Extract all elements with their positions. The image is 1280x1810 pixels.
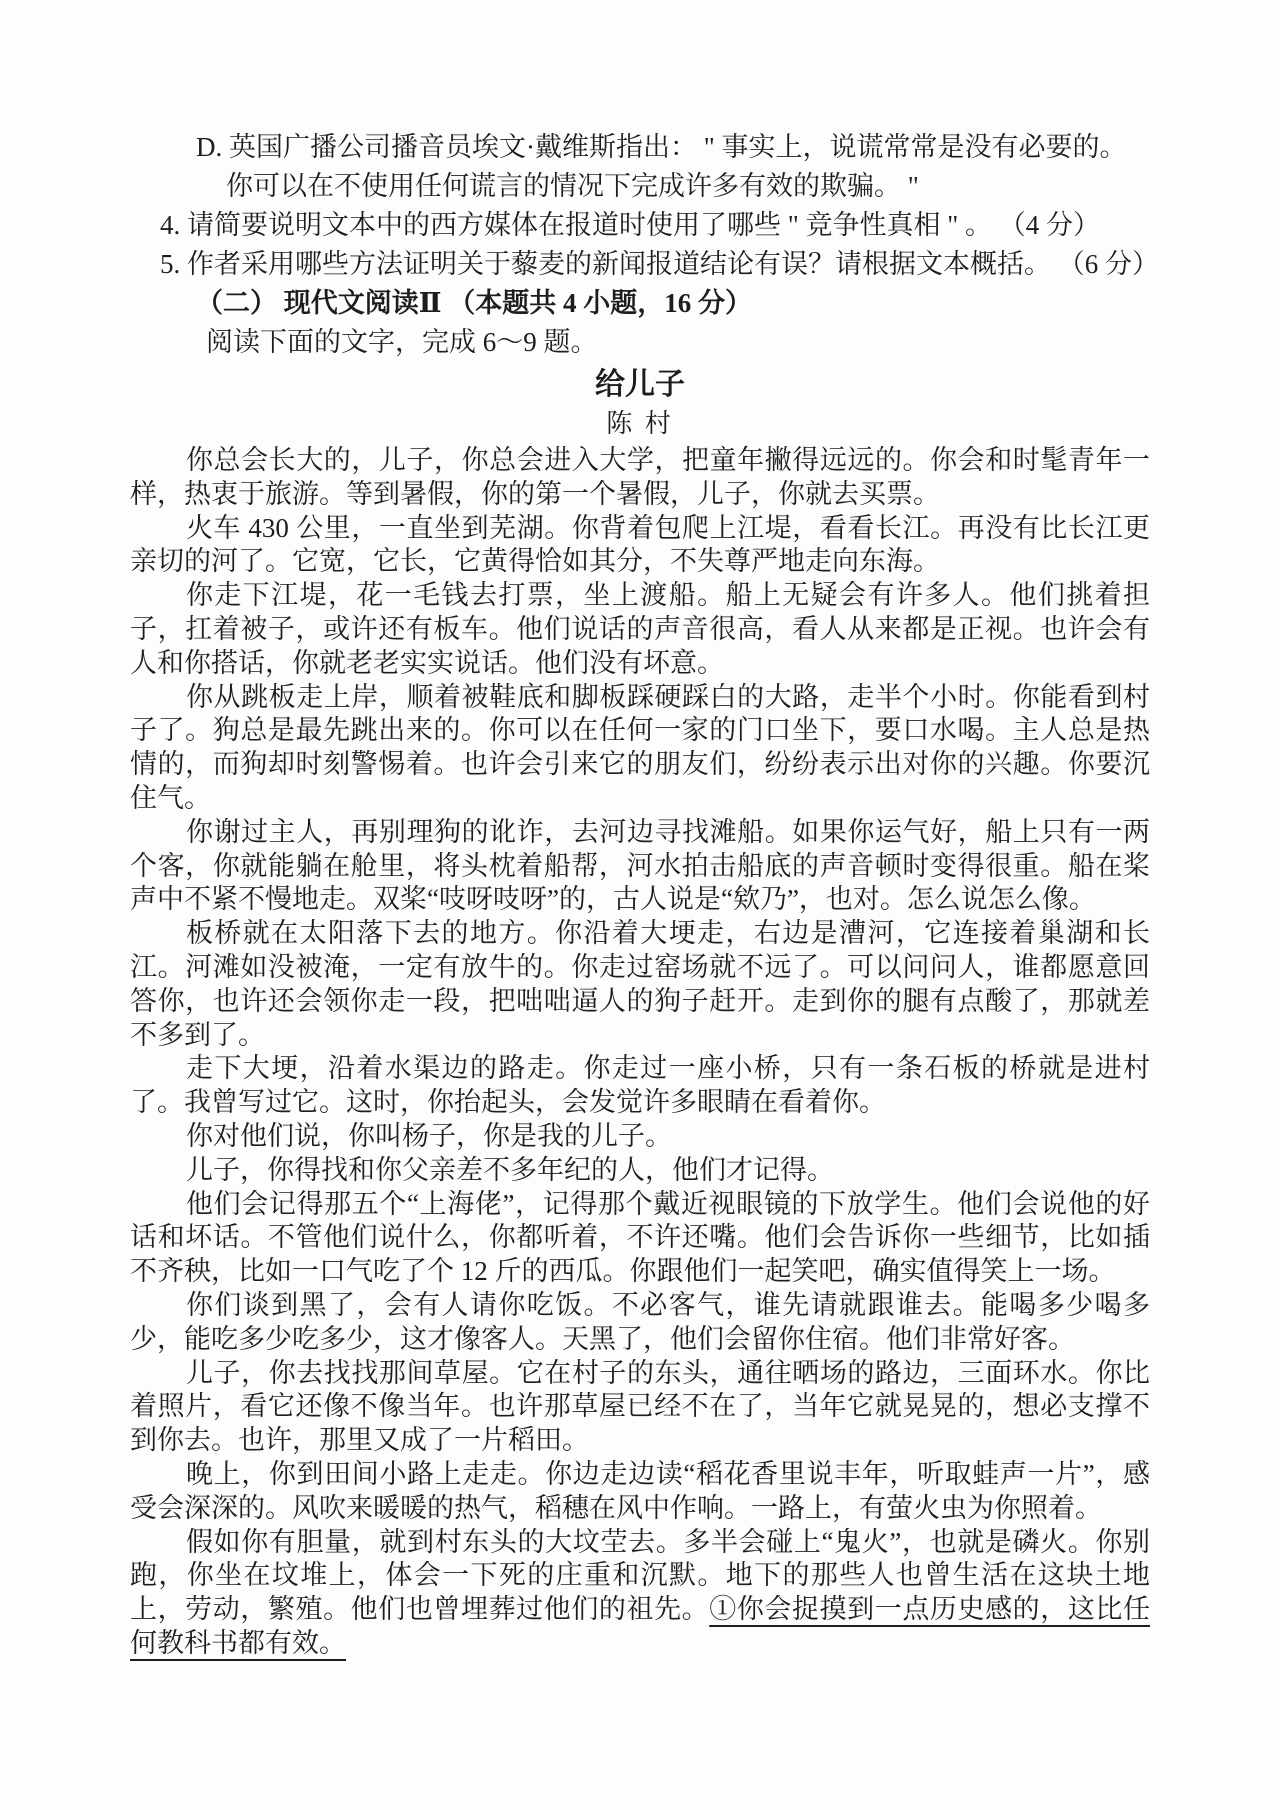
essay-paragraph: 板桥就在太阳落下去的地方。你沿着大埂走，右边是漕河，它连接着巢湖和长江。河滩如没被淹，一定有放牛的。你走过窑场就不远了。可以问问人，谁都愿意回答你，也许还会领你走一段，把咄咄逼人的狗子赶开。走到你的腿有点酸了，那就差不多到了。 (130, 918, 1150, 1050)
essay-paragraph: 你对他们说，你叫杨子，你是我的儿子。 (186, 1120, 672, 1151)
question-5: 5. 作者采用哪些方法证明关于藜麦的新闻报道结论有误？请根据文本概括。 （6 分） (160, 249, 1159, 279)
essay-title: 给儿子 (595, 368, 685, 401)
option-d-line2: 你可以在不使用任何谎言的情况下完成许多有效的欺骗。 " (226, 171, 919, 201)
essay-paragraph: 你们谈到黑了，会有人请你吃饭。不必客气，谁先请就跟谁去。能喝多少喝多少，能吃多少吃多少，这才像客人。天黑了，他们会留你住宿。他们非常好客。 (130, 1289, 1150, 1354)
option-d-line1: D. 英国广播公司播音员埃文·戴维斯指出： " 事实上，说谎常常是没有必要的。 (196, 132, 1127, 162)
essay-paragraph: 火车 430 公里，一直坐到芜湖。你背着包爬上江堤，看看长江。再没有比长江更亲切的河了。它宽，它长，它黄得恰如其分，不失尊严地走向东海。 (130, 512, 1150, 577)
essay-paragraph: 你走下江堤，花一毛钱去打票，坐上渡船。船上无疑会有许多人。他们挑着担子，扛着被子，或许还有板车。他们说话的声音很高，看人从来都是正视。也许会有人和你搭话，你就老老实实说话。他们没有坏意。 (130, 580, 1150, 678)
essay-paragraph: 他们会记得那五个“上海佬”，记得那个戴近视眼镜的下放学生。他们会说他的好话和坏话。不管他们说什么，你都听着，不许还嘴。他们会告诉你一些细节，比如插不齐秧，比如一口气吃了个 12 斤的西瓜。你跟他们一起笑吧，确实值得笑上一场。 (130, 1188, 1150, 1287)
essay-paragraph: 你谢过主人，再别理狗的讹诈，去河边寻找滩船。如果你运气好，船上只有一两个客，你就能躺在舱里，将头枕着船帮，河水拍击船底的声音顿时变得很重。船在桨声中不紧不慢地走。双桨“吱呀吱呀”的，古人说是“欸乃”，也对。怎么说怎么像。 (130, 816, 1150, 915)
essay-paragraph: 儿子，你去找找那间草屋。它在村子的东头，通往晒场的路边，三面环水。你比着照片，看它还像不像当年。也许那草屋已经不在了，当年它就晃晃的，想必支撑不到你去。也许，那里又成了一片稻田。 (130, 1357, 1150, 1456)
underlined-sentence-1: ①你会捉摸到一点历史感的，这比任何教科书都有效。 (130, 1594, 1150, 1658)
reading-instruction: 阅读下面的文字，完成 6～9 题。 (206, 327, 598, 357)
essay-paragraph: 假如你有胆量，就到村东头的大坟茔去。多半会碰上“鬼火”，也就是磷火。你别跑，你坐在坟堆上，体会一下死的庄重和沉默。地下的那些人也曾生活在这块土地上，劳动，繁殖。他们也曾埋葬过他们的祖先。①你会捉摸到一点历史感的，这比任何教科书都有效。 (130, 1526, 1150, 1658)
section-heading: （二） 现代文阅读Ⅱ （本题共 4 小题，16 分） (196, 288, 753, 318)
essay-paragraph: 你从跳板走上岸，顺着被鞋底和脚板踩硬踩白的大路，走半个小时。你能看到村子了。狗总是最先跳出来的。你可以在任何一家的门口坐下，要口水喝。主人总是热情的，而狗却时刻警惕着。也许会引来它的朋友们，纷纷表示出对你的兴趣。你要沉住气。 (130, 681, 1150, 813)
essay-author: 陈 村 (606, 409, 674, 438)
exam-page (130, 0, 1159, 1661)
essay-paragraph: 走下大埂，沿着水渠边的路走。你走过一座小桥，只有一条石板的桥就是进村了。我曾写过它。这时，你抬起头，会发觉许多眼睛在看着你。 (130, 1053, 1150, 1118)
essay-paragraph: 你总会长大的，儿子，你总会进入大学，把童年撇得远远的。你会和时髦青年一样，热衷于旅游。等到暑假，你的第一个暑假，儿子，你就去买票。 (130, 445, 1150, 509)
essay-paragraph: 晚上，你到田间小路上走走。你边走边读“稻花香里说丰年，听取蛙声一片”，感受会深深的。风吹来暖暖的热气，稻穗在风中作响。一路上，有萤火虫为你照着。 (130, 1458, 1150, 1523)
essay-paragraph: 儿子，你得找和你父亲差不多年纪的人，他们才记得。 (186, 1154, 834, 1185)
question-4: 4. 请简要说明文本中的西方媒体在报道时使用了哪些 " 竞争性真相 " 。 （4 分） (160, 210, 1101, 240)
essay-body (130, 444, 1150, 1661)
